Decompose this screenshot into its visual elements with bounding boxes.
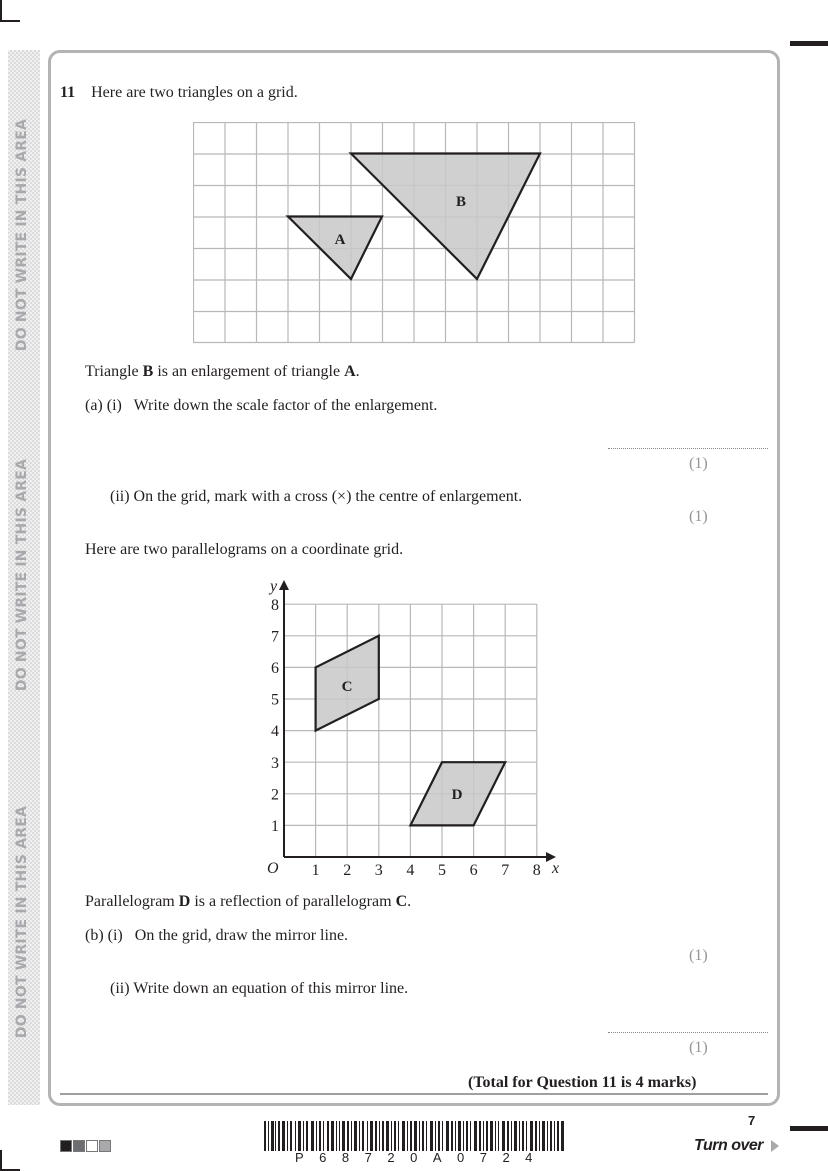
color-square <box>99 1140 111 1152</box>
parallelogram-c-label: C <box>341 679 353 695</box>
marks-b-i: (1) <box>689 947 708 964</box>
y-axis-arrow-icon <box>279 580 289 590</box>
barcode <box>264 1121 564 1151</box>
triangle-a-ref: A <box>344 363 356 380</box>
x-tick: 6 <box>469 862 478 879</box>
part-b-statement <box>85 893 411 911</box>
triangle-a-label: A <box>334 232 346 248</box>
x-tick: 4 <box>406 862 415 879</box>
origin-label: O <box>267 860 279 877</box>
statement-text: . <box>355 363 360 380</box>
color-squares <box>60 1140 111 1152</box>
barcode-text: P68720A0724 <box>295 1150 548 1165</box>
part-b-ii-text: Write down an equation of this mirror line. <box>133 980 409 997</box>
y-tick: 2 <box>271 786 279 804</box>
x-tick: 7 <box>501 862 510 879</box>
x-tick: 2 <box>343 862 352 879</box>
part-b-ii-label: (ii) <box>110 980 130 997</box>
y-tick: 8 <box>271 596 279 614</box>
parallelogram-c-ref: C <box>395 893 408 910</box>
x-axis-label: x <box>552 860 560 877</box>
part-b-i-label: (b) (i) <box>85 927 123 944</box>
part-a-i-text: Write down the scale factor of the enlargement. <box>133 397 438 414</box>
crop-mark-bottom-right <box>790 1126 828 1131</box>
part-a-ii-text: On the grid, mark with a cross (×) the centre of enlargement. <box>133 488 523 505</box>
do-not-write-label: DO NOT WRITE IN THIS AREA <box>14 458 30 692</box>
answer-line-b-ii[interactable] <box>608 1032 768 1033</box>
crop-mark-top-left-h <box>0 20 20 22</box>
triangle-b-label: B <box>455 194 467 210</box>
marks-a-i: (1) <box>689 455 708 472</box>
turn-over <box>694 1137 779 1155</box>
color-square <box>73 1140 85 1152</box>
y-tick: 5 <box>271 691 279 709</box>
crop-mark-top-right <box>790 41 828 46</box>
part-a-ii <box>110 488 522 506</box>
part-a-i <box>85 397 437 415</box>
y-axis-label: y <box>270 578 278 595</box>
y-tick: 4 <box>271 723 279 741</box>
statement-text: . <box>407 893 412 910</box>
crop-mark-top-left-v <box>0 0 2 22</box>
triangle-grid[interactable] <box>193 122 636 344</box>
parallelogram-d-label: D <box>451 787 463 803</box>
parallelogram-d-ref: D <box>178 893 191 910</box>
crop-mark-bottom-left-v <box>0 1150 2 1171</box>
question-number: 11 <box>60 84 76 101</box>
x-tick: 1 <box>311 862 320 879</box>
turn-over-label: Turn over <box>694 1137 763 1154</box>
part-a-i-label: (a) (i) <box>85 397 122 414</box>
page-number: 7 <box>748 1113 756 1128</box>
color-square <box>86 1140 98 1152</box>
part-b-ii <box>110 980 408 998</box>
x-tick: 8 <box>532 862 541 879</box>
do-not-write-label: DO NOT WRITE IN THIS AREA <box>14 805 30 1039</box>
question-intro: Here are two triangles on a grid. <box>91 84 298 101</box>
answer-line-a-i[interactable] <box>608 448 768 449</box>
question-header <box>60 84 298 102</box>
question-total: (Total for Question 11 is 4 marks) <box>468 1074 697 1091</box>
statement-text: is an enlargement of triangle <box>153 363 345 380</box>
y-tick: 1 <box>271 818 279 835</box>
total-rule <box>60 1093 768 1095</box>
x-tick: 5 <box>438 862 446 879</box>
y-tick: 6 <box>271 660 279 677</box>
part-a-ii-label: (ii) <box>110 488 130 505</box>
play-arrow-icon <box>771 1140 779 1152</box>
statement-text: Triangle <box>85 363 143 380</box>
statement-text: is a reflection of parallelogram <box>190 893 396 910</box>
coordinate-grid[interactable] <box>255 575 575 880</box>
statement-text: Parallelogram <box>85 893 179 910</box>
part-a-statement <box>85 363 360 381</box>
part-b-i <box>85 927 348 945</box>
intro-b: Here are two parallelograms on a coordinate grid. <box>85 541 404 558</box>
color-square <box>60 1140 72 1152</box>
do-not-write-label: DO NOT WRITE IN THIS AREA <box>14 118 30 352</box>
marks-a-ii: (1) <box>689 508 708 525</box>
marks-b-ii: (1) <box>689 1039 708 1056</box>
x-tick: 3 <box>374 862 383 879</box>
triangle-b-ref: B <box>142 363 154 380</box>
part-b-i-text: On the grid, draw the mirror line. <box>134 927 349 944</box>
y-tick: 7 <box>271 628 279 646</box>
y-tick: 3 <box>271 754 279 772</box>
